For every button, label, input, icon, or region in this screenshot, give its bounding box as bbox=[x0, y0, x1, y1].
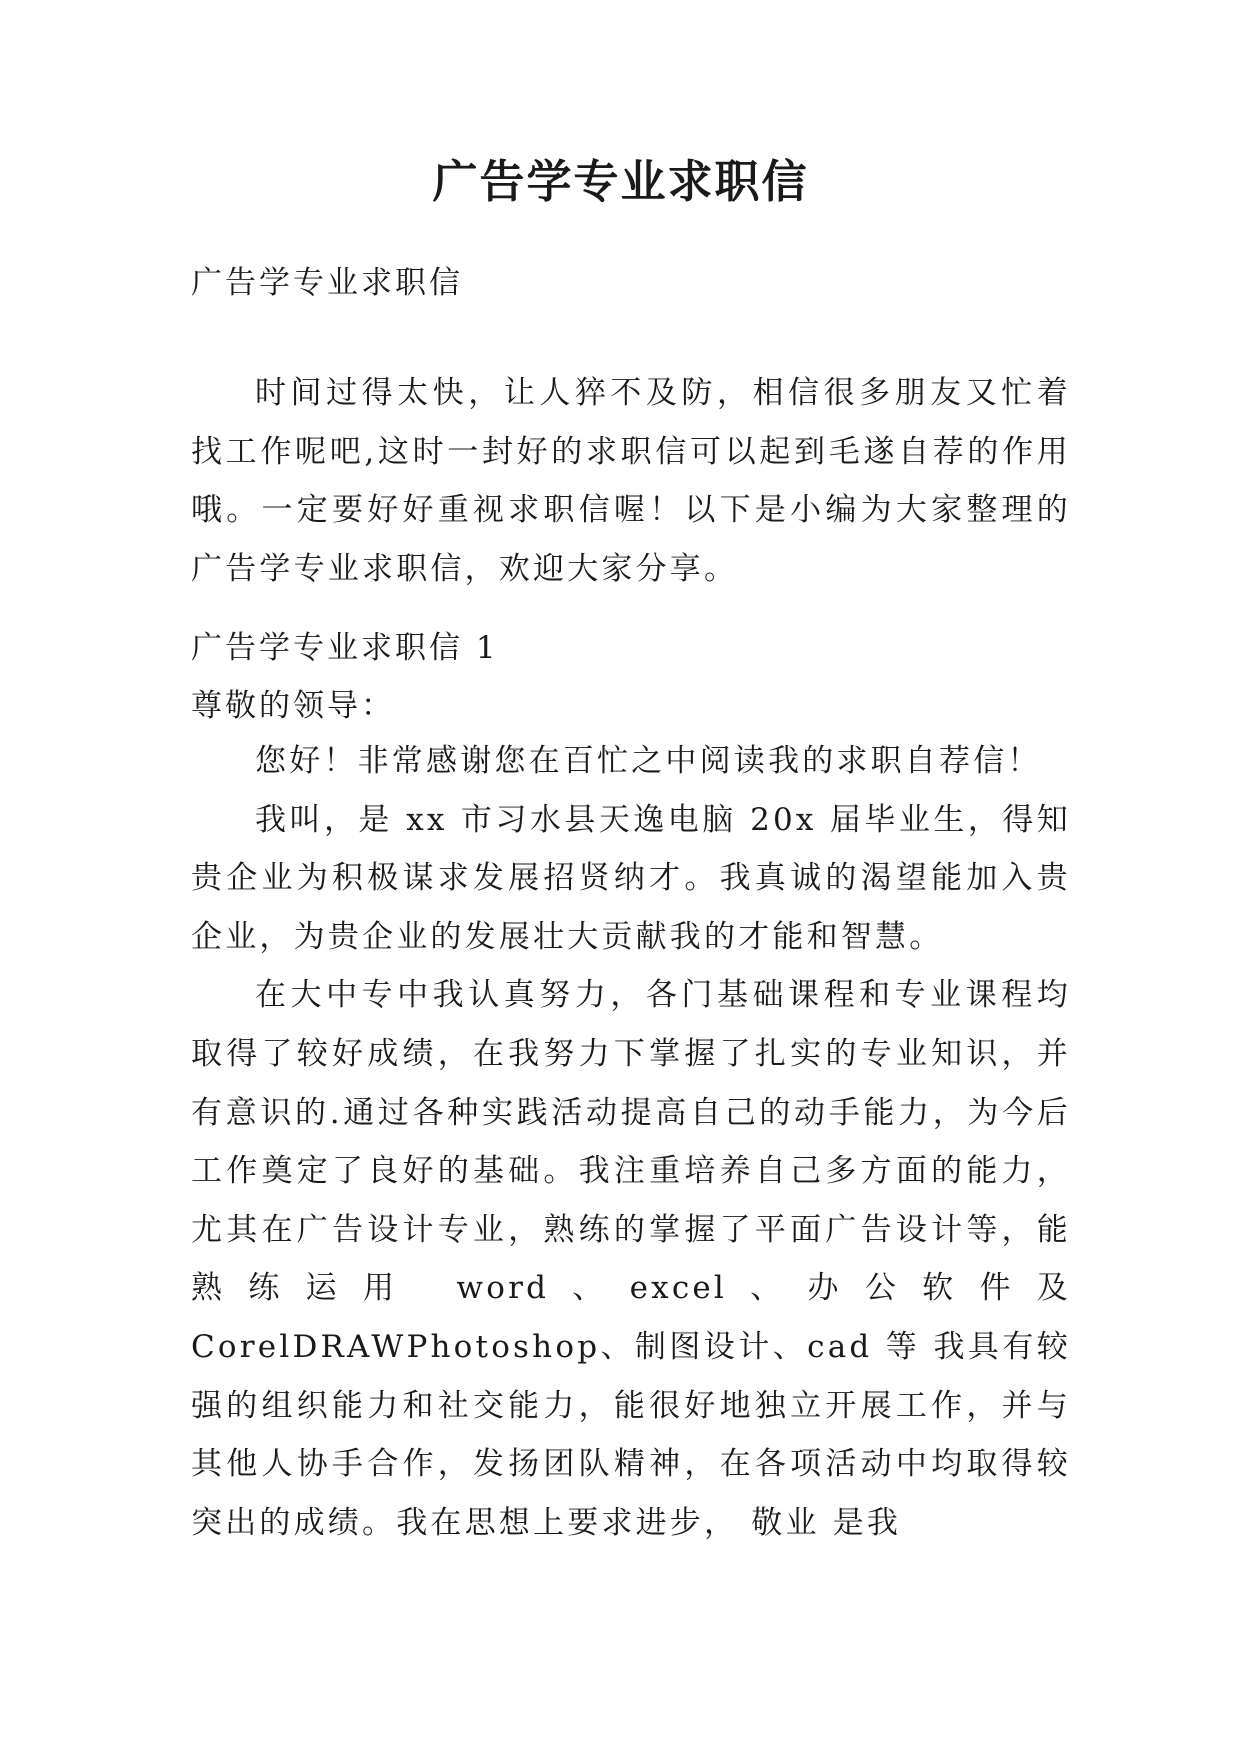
section-heading: 广告学专业求职信 1 bbox=[191, 630, 499, 666]
body-paragraph-1: 您好！非常感谢您在百忙之中阅读我的求职自荐信！ bbox=[255, 743, 1042, 779]
document-subtitle: 广告学专业求职信 bbox=[191, 265, 463, 301]
body-paragraph-2: 我叫，是 xx 市习水县天逸电脑 20x 届毕业生，得知贵企业为积极谋求发展招贤纳才。我真诚的渴望能加入贵企业，为贵企业的发展壮大贡献我的才能和智慧。 bbox=[191, 801, 1071, 955]
intro-paragraph bbox=[191, 364, 1071, 598]
document-title: 广告学专业求职信 bbox=[432, 155, 809, 208]
intro-text: 时间过得太快，让人猝不及防，相信很多朋友又忙着找工作呢吧,这时一封好的求职信可以起到毛遂自荐的作用哦。一定要好好重视求职信喔！以下是小编为大家整理的广告学专业求职信，欢迎大家分享。 bbox=[191, 375, 1071, 587]
body-paragraph-3: 在大中专中我认真努力，各门基础课程和专业课程均取得了较好成绩，在我努力下掌握了扎实的专业知识，并有意识的.通过各种实践活动提高自己的动手能力，为今后工作奠定了良好的基础。我注重培养自己多方面的能力，尤其在广告设计专业，熟练的掌握了平面广告设计等，能熟练运用 word、excel、办公软件及 CorelDRAWPhotoshop、制图设计、cad 等 我具有较强的组织能力和社交能力，能很好地独立开展工作，并与其他人协手合作，发扬团队精神，在各项活动中均取得较突出的成绩。我在思想上要求进步， 敬业 是我 bbox=[191, 977, 1071, 1541]
letter-body bbox=[191, 732, 1071, 1552]
salutation: 尊敬的领导： bbox=[191, 688, 395, 724]
